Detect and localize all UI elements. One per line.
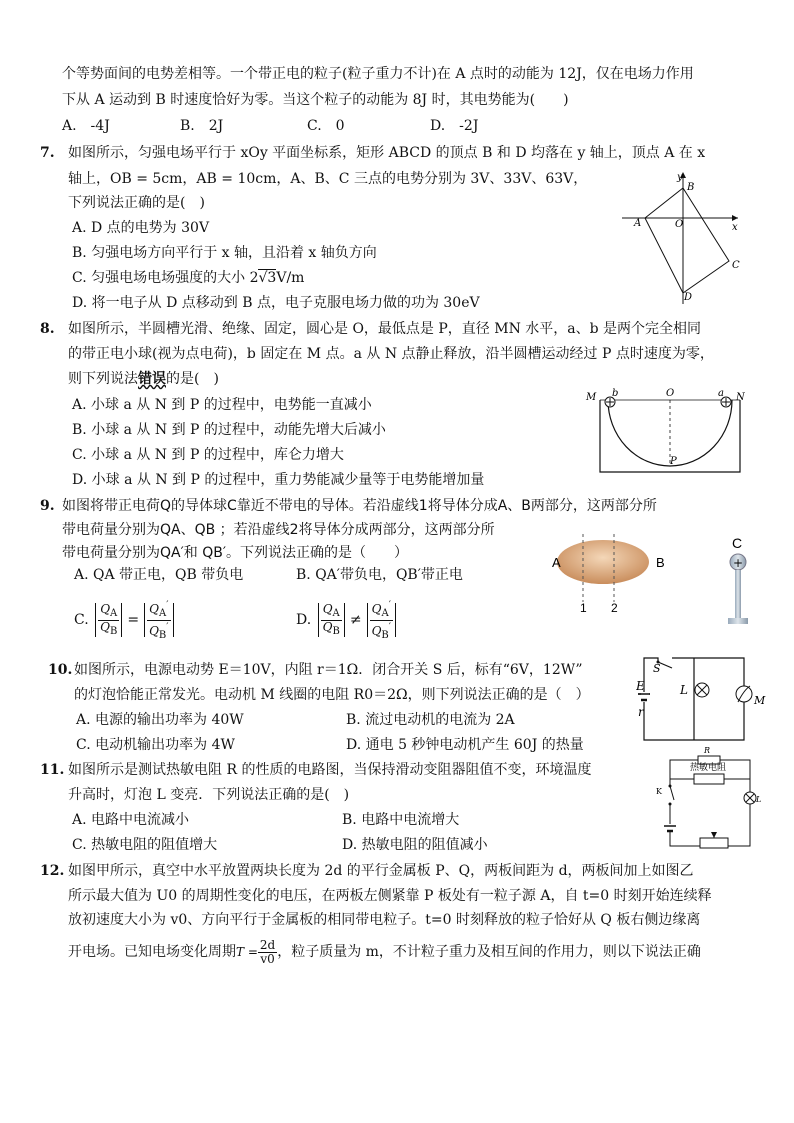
q7-label-x: x — [732, 222, 738, 233]
q11-number: 11. — [40, 762, 65, 778]
q12-line-2: 所示最大值为 U0 的周期性变化的电压，在两板左侧紧靠 P 板处有一粒子源 A，自 t=0 时刻开始连续释 — [68, 888, 712, 904]
q10-label-l: L — [680, 683, 688, 697]
q7-line-2: 轴上，OB = 5cm，AB = 10cm，A、B、C 三点的电势分别为 3V、33V、63V， — [68, 171, 588, 187]
q9-option-a: A. QA 带正电，QB 带负电 — [74, 567, 244, 583]
intro-option-c: C. 0 — [307, 118, 345, 134]
q12-line-1: 如图甲所示，真空中水平放置两块长度为 2d 的平行金属板 P、Q，两板间距为 d，两板间加上如图乙 — [68, 863, 694, 879]
q11-option-b: B. 电路中电流增大 — [342, 812, 460, 828]
q9-line-1: 如图将带正电荷Q的导体球C靠近不带电的导体。若沿虚线1将导体分成A、B两部分，这两部分所 — [62, 498, 657, 514]
q9-option-b: B. QA′带负电，QB′带正电 — [296, 567, 463, 583]
q10-figure — [636, 654, 776, 744]
q7-option-c: C. 匀强电场电场强度的大小 2√3V/m — [72, 270, 305, 286]
q7-label-c: C — [732, 260, 740, 271]
q7-label-b: B — [687, 182, 695, 193]
q11-line-2: 升高时，灯泡 L 变亮．下列说法正确的是( ) — [68, 787, 350, 803]
q8-option-d: D. 小球 a 从 N 到 P 的过程中，重力势能减少量等于电势能增加量 — [72, 472, 485, 488]
q7-figure — [620, 168, 742, 306]
q8-label-p: P — [670, 456, 677, 467]
q11-label-thermistor: 热敏电阻 — [690, 763, 727, 773]
q7-option-d: D. 将一电子从 D 点移动到 B 点，电子克服电场力做的功为 30eV — [72, 295, 480, 311]
intro-line-2: 下从 A 运动到 B 时速度恰好为零。当这个粒子的动能为 8J 时，其电势能为( ) — [62, 92, 569, 108]
q10-option-d: D. 通电 5 秒钟电动机产生 60J 的热量 — [346, 737, 584, 753]
q10-option-c: C. 电动机输出功率为 4W — [76, 737, 235, 753]
q11-figure — [652, 746, 762, 850]
q8-option-b: B. 小球 a 从 N 到 P 的过程中，动能先增大后减小 — [72, 422, 386, 438]
q7-option-a: A. D 点的电势为 30V — [72, 220, 210, 236]
q9-number: 9. — [40, 498, 55, 514]
q10-number: 10. — [48, 662, 73, 678]
q7-label-d: D — [684, 292, 693, 303]
q11-label-l: L — [756, 795, 762, 804]
q7-label-a: A — [634, 218, 642, 229]
q8-option-c: C. 小球 a 从 N 到 P 的过程中，库仑力增大 — [72, 447, 344, 463]
q11-line-1: 如图所示是测试热敏电阻 R 的性质的电路图，当保持滑动变阻器阻值不变，环境温度 — [68, 762, 592, 778]
q8-line-3: 则下列说法错误的是( ) — [68, 371, 219, 387]
q11-option-c: C. 热敏电阻的阻值增大 — [72, 837, 218, 853]
plus-icon: + — [733, 556, 744, 570]
q8-label-b: b — [612, 388, 619, 399]
q11-label-k: K — [656, 787, 662, 796]
q11-label-r: R — [704, 746, 711, 755]
q10-option-b: B. 流过电动机的电流为 2A — [346, 712, 515, 728]
q8-label-m: M — [586, 392, 597, 403]
q10-label-e: E — [636, 679, 645, 693]
q9-line-2: 带电荷量分别为QA、QB ；若沿虚线2将导体分成两部分，这两部分所 — [62, 522, 495, 538]
q11-option-d: D. 热敏电阻的阻值减小 — [342, 837, 488, 853]
q10-label-m: M — [754, 694, 766, 707]
q9-option-d: D. $\frac{Q_A}{Q_B}$ ≠ $\frac{Q_A'}{Q_B'}$ — [296, 598, 398, 642]
q12-number: 12. — [40, 863, 65, 879]
q10-label-r: r — [638, 705, 644, 719]
q9-label-c: C — [732, 535, 743, 551]
q8-label-a: a — [718, 388, 724, 399]
q8-option-a: A. 小球 a 从 N 到 P 的过程中，电势能一直减小 — [72, 397, 372, 413]
q9-label-1: 1 — [580, 601, 587, 615]
q9-figure — [548, 532, 768, 632]
q10-line-2: 的灯泡恰能正常发光。电动机 M 线圈的电阻 R0＝2Ω，则下列说法正确的是（ ） — [74, 687, 590, 703]
q7-number: 7. — [40, 145, 55, 161]
q10-option-a: A. 电源的输出功率为 40W — [76, 712, 244, 728]
q12-line-3: 放初速度大小为 v0、方向平行于金属板的相同带电粒子。t=0 时刻释放的粒子恰好从 Q 板右侧边缘离 — [68, 912, 701, 928]
q10-line-1: 如图所示，电源电动势 E＝10V，内阻 r＝1Ω．闭合开关 S 后，标有“6V，12W” — [74, 662, 583, 678]
intro-option-b: B. 2J — [180, 118, 224, 134]
q8-line-1: 如图所示，半圆槽光滑、绝缘、固定，圆心是 O，最低点是 P，直径 MN 水平，a、b 是两个完全相同 — [68, 321, 702, 337]
q8-label-o: O — [666, 388, 675, 399]
q7-line-3: 下列说法正确的是( ) — [68, 195, 205, 211]
q8-label-n: N — [736, 392, 745, 403]
q9-label-b: B — [656, 555, 665, 570]
q11-option-a: A. 电路中电流减小 — [72, 812, 190, 828]
intro-option-d: D. -2J — [430, 118, 479, 134]
q8-figure — [584, 386, 754, 482]
q7-line-1: 如图所示，匀强电场平行于 xOy 平面坐标系，矩形 ABCD 的顶点 B 和 D 均落在 y 轴上，顶点 A 在 x — [68, 145, 706, 161]
q7-label-y: y — [677, 172, 683, 183]
q9-line-3: 带电荷量分别为QA′和 QB′。下列说法正确的是（ ） — [62, 545, 409, 561]
q8-line-2: 的带正电小球(视为点电荷)，b 固定在 M 点。a 从 N 点静止释放，沿半圆槽运动经过 P 点时速度为零， — [68, 346, 714, 362]
q9-label-a: A — [552, 555, 561, 570]
q10-label-s: S — [653, 662, 661, 675]
q9-option-c: C. $\frac{Q_A}{Q_B}$ = $\frac{Q_A'}{Q_B'}$ — [74, 598, 176, 642]
q7-option-b: B. 匀强电场方向平行于 x 轴，且沿着 x 轴负方向 — [72, 245, 377, 261]
intro-line-1: 个等势面间的电势差相等。一个带正电的粒子(粒子重力不计)在 A 点时的动能为 12J，仅在电场力作用 — [62, 66, 694, 82]
q7-label-o: O — [675, 219, 684, 230]
intro-option-a: A. -4J — [62, 118, 110, 134]
q8-number: 8. — [40, 321, 55, 337]
q12-line-4: 开电场。已知电场变化周期 T = $\frac{2d}{v0}$ ，粒子质量为 m，不计粒子重力及相互间的作用力，则以下说法正确 — [68, 937, 701, 966]
q9-label-2: 2 — [611, 601, 618, 615]
